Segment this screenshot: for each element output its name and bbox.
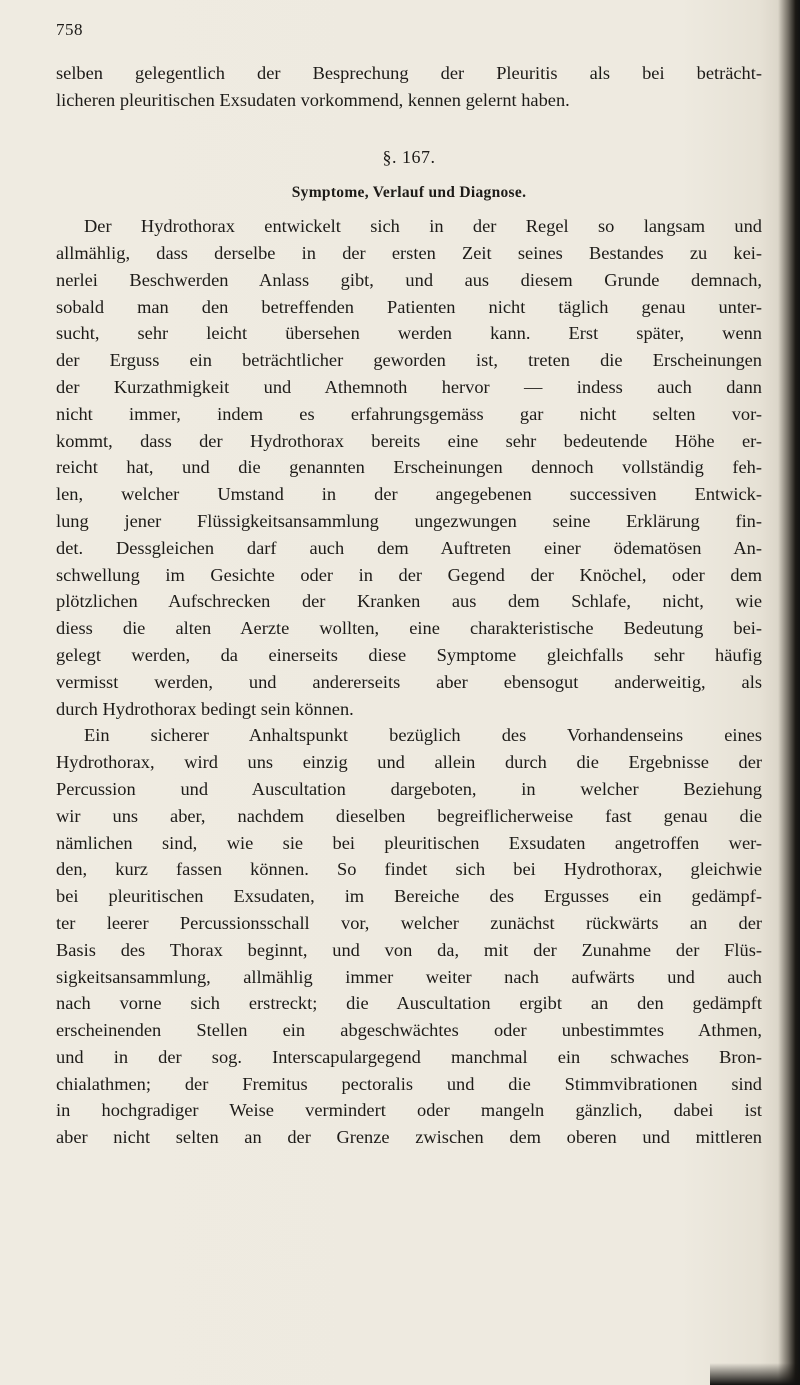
- section-number: §. 167.: [382, 146, 436, 167]
- text-line: len, welcher Umstand in der angegebenen successiven Entwick-: [56, 484, 762, 505]
- text-line: bei pleuritischen Exsudaten, im Bereiche des Ergusses ein gedämpf-: [56, 886, 762, 907]
- text-line: in hochgradiger Weise vermindert oder mangeln gänzlich, dabei ist: [56, 1100, 762, 1121]
- text-line: sobald man den betreffenden Patienten nicht täglich genau unter-: [56, 296, 762, 317]
- text-line: chialathmen; der Fremitus pectoralis und die Stimmvibrationen sind: [56, 1073, 762, 1094]
- text-line: den, kurz fassen können. So findet sich bei Hydrothorax, gleichwie: [56, 859, 762, 880]
- text-line: schwellung im Gesichte oder in der Gegend der Knöchel, oder dem: [56, 564, 762, 585]
- text-line: nerlei Beschwerden Anlass gibt, und aus diesem Grunde demnach,: [56, 269, 762, 290]
- section-heading: Symptome, Verlauf und Diagnose.: [291, 184, 527, 202]
- text-line: plötzlichen Aufschrecken der Kranken aus dem Schlafe, nicht, wie: [56, 591, 762, 612]
- binding-shadow: [778, 0, 800, 1385]
- corner-shadow: [710, 1363, 800, 1385]
- page-text: [56, 60, 762, 1151]
- text-line: Percussion und Auscultation dargeboten, in welcher Beziehung: [56, 778, 762, 799]
- text-line: sigkeitsansammlung, allmählig immer weiter nach aufwärts und auch: [56, 966, 762, 987]
- text-line: aber nicht selten an der Grenze zwischen dem oberen und mittleren: [56, 1127, 762, 1148]
- text-line: erscheinenden Stellen ein abgeschwächtes oder unbestimmtes Athmen,: [56, 1020, 762, 1041]
- text-line: Ein sicherer Anhaltspunkt bezüglich des Vorhandenseins eines: [84, 725, 762, 746]
- text-line: nicht immer, indem es erfahrungsgemäss gar nicht selten vor-: [56, 403, 762, 424]
- text-line: selben gelegentlich der Besprechung der Pleuritis als bei beträcht-: [56, 63, 762, 83]
- text-line: lung jener Flüssigkeitsansammlung ungezwungen seine Erklärung fin-: [56, 510, 762, 531]
- text-line: gelegt werden, da einerseits diese Symptome gleichfalls sehr häufig: [56, 644, 762, 665]
- text-line: nämlichen sind, wie sie bei pleuritischen Exsudaten angetroffen wer-: [56, 832, 762, 853]
- text-line: vermisst werden, und andererseits aber ebensogut anderweitig, als: [56, 671, 762, 692]
- text-line: kommt, dass der Hydrothorax bereits eine sehr bedeutende Höhe er-: [56, 430, 762, 451]
- text-line: allmählig, dass derselbe in der ersten Zeit seines Bestandes zu kei-: [56, 242, 762, 263]
- text-line: der Erguss ein beträchtlicher geworden ist, treten die Erscheinungen: [56, 350, 762, 371]
- text-line: der Kurzathmigkeit und Athemnoth hervor — indess auch dann: [56, 376, 762, 397]
- paragraph-2: [56, 722, 762, 1151]
- text-line: diess die alten Aerzte wollten, eine charakteristische Bedeutung bei-: [56, 618, 762, 639]
- text-line: det. Dessgleichen darf auch dem Auftreten einer ödematösen An-: [56, 537, 762, 558]
- text-line: Basis des Thorax beginnt, und von da, mit der Zunahme der Flüs-: [56, 939, 762, 960]
- text-line: Hydrothorax, wird uns einzig und allein durch die Ergebnisse der: [56, 752, 762, 773]
- text-line: und in der sog. Interscapulargegend manchmal ein schwaches Bron-: [56, 1046, 762, 1067]
- text-line: sucht, sehr leicht übersehen werden kann. Erst später, wenn: [56, 323, 762, 344]
- text-line: wir uns aber, nachdem dieselben begreiflicherweise fast genau die: [56, 805, 762, 826]
- text-line: reicht hat, und die genannten Erscheinungen dennoch vollständig feh-: [56, 457, 762, 478]
- intro-block: [56, 60, 762, 114]
- text-line: durch Hydrothorax bedingt sein können.: [56, 698, 354, 719]
- text-line: nach vorne sich erstreckt; die Auscultation ergibt an den gedämpft: [56, 993, 762, 1014]
- paragraph-1: [56, 213, 762, 722]
- text-line: licheren pleuritischen Exsudaten vorkommend, kennen gelernt haben.: [56, 89, 570, 110]
- text-line: Der Hydrothorax entwickelt sich in der Regel so langsam und: [84, 216, 762, 237]
- text-line: ter leerer Percussionsschall vor, welcher zunächst rückwärts an der: [56, 912, 762, 933]
- page-number: 758: [56, 20, 83, 39]
